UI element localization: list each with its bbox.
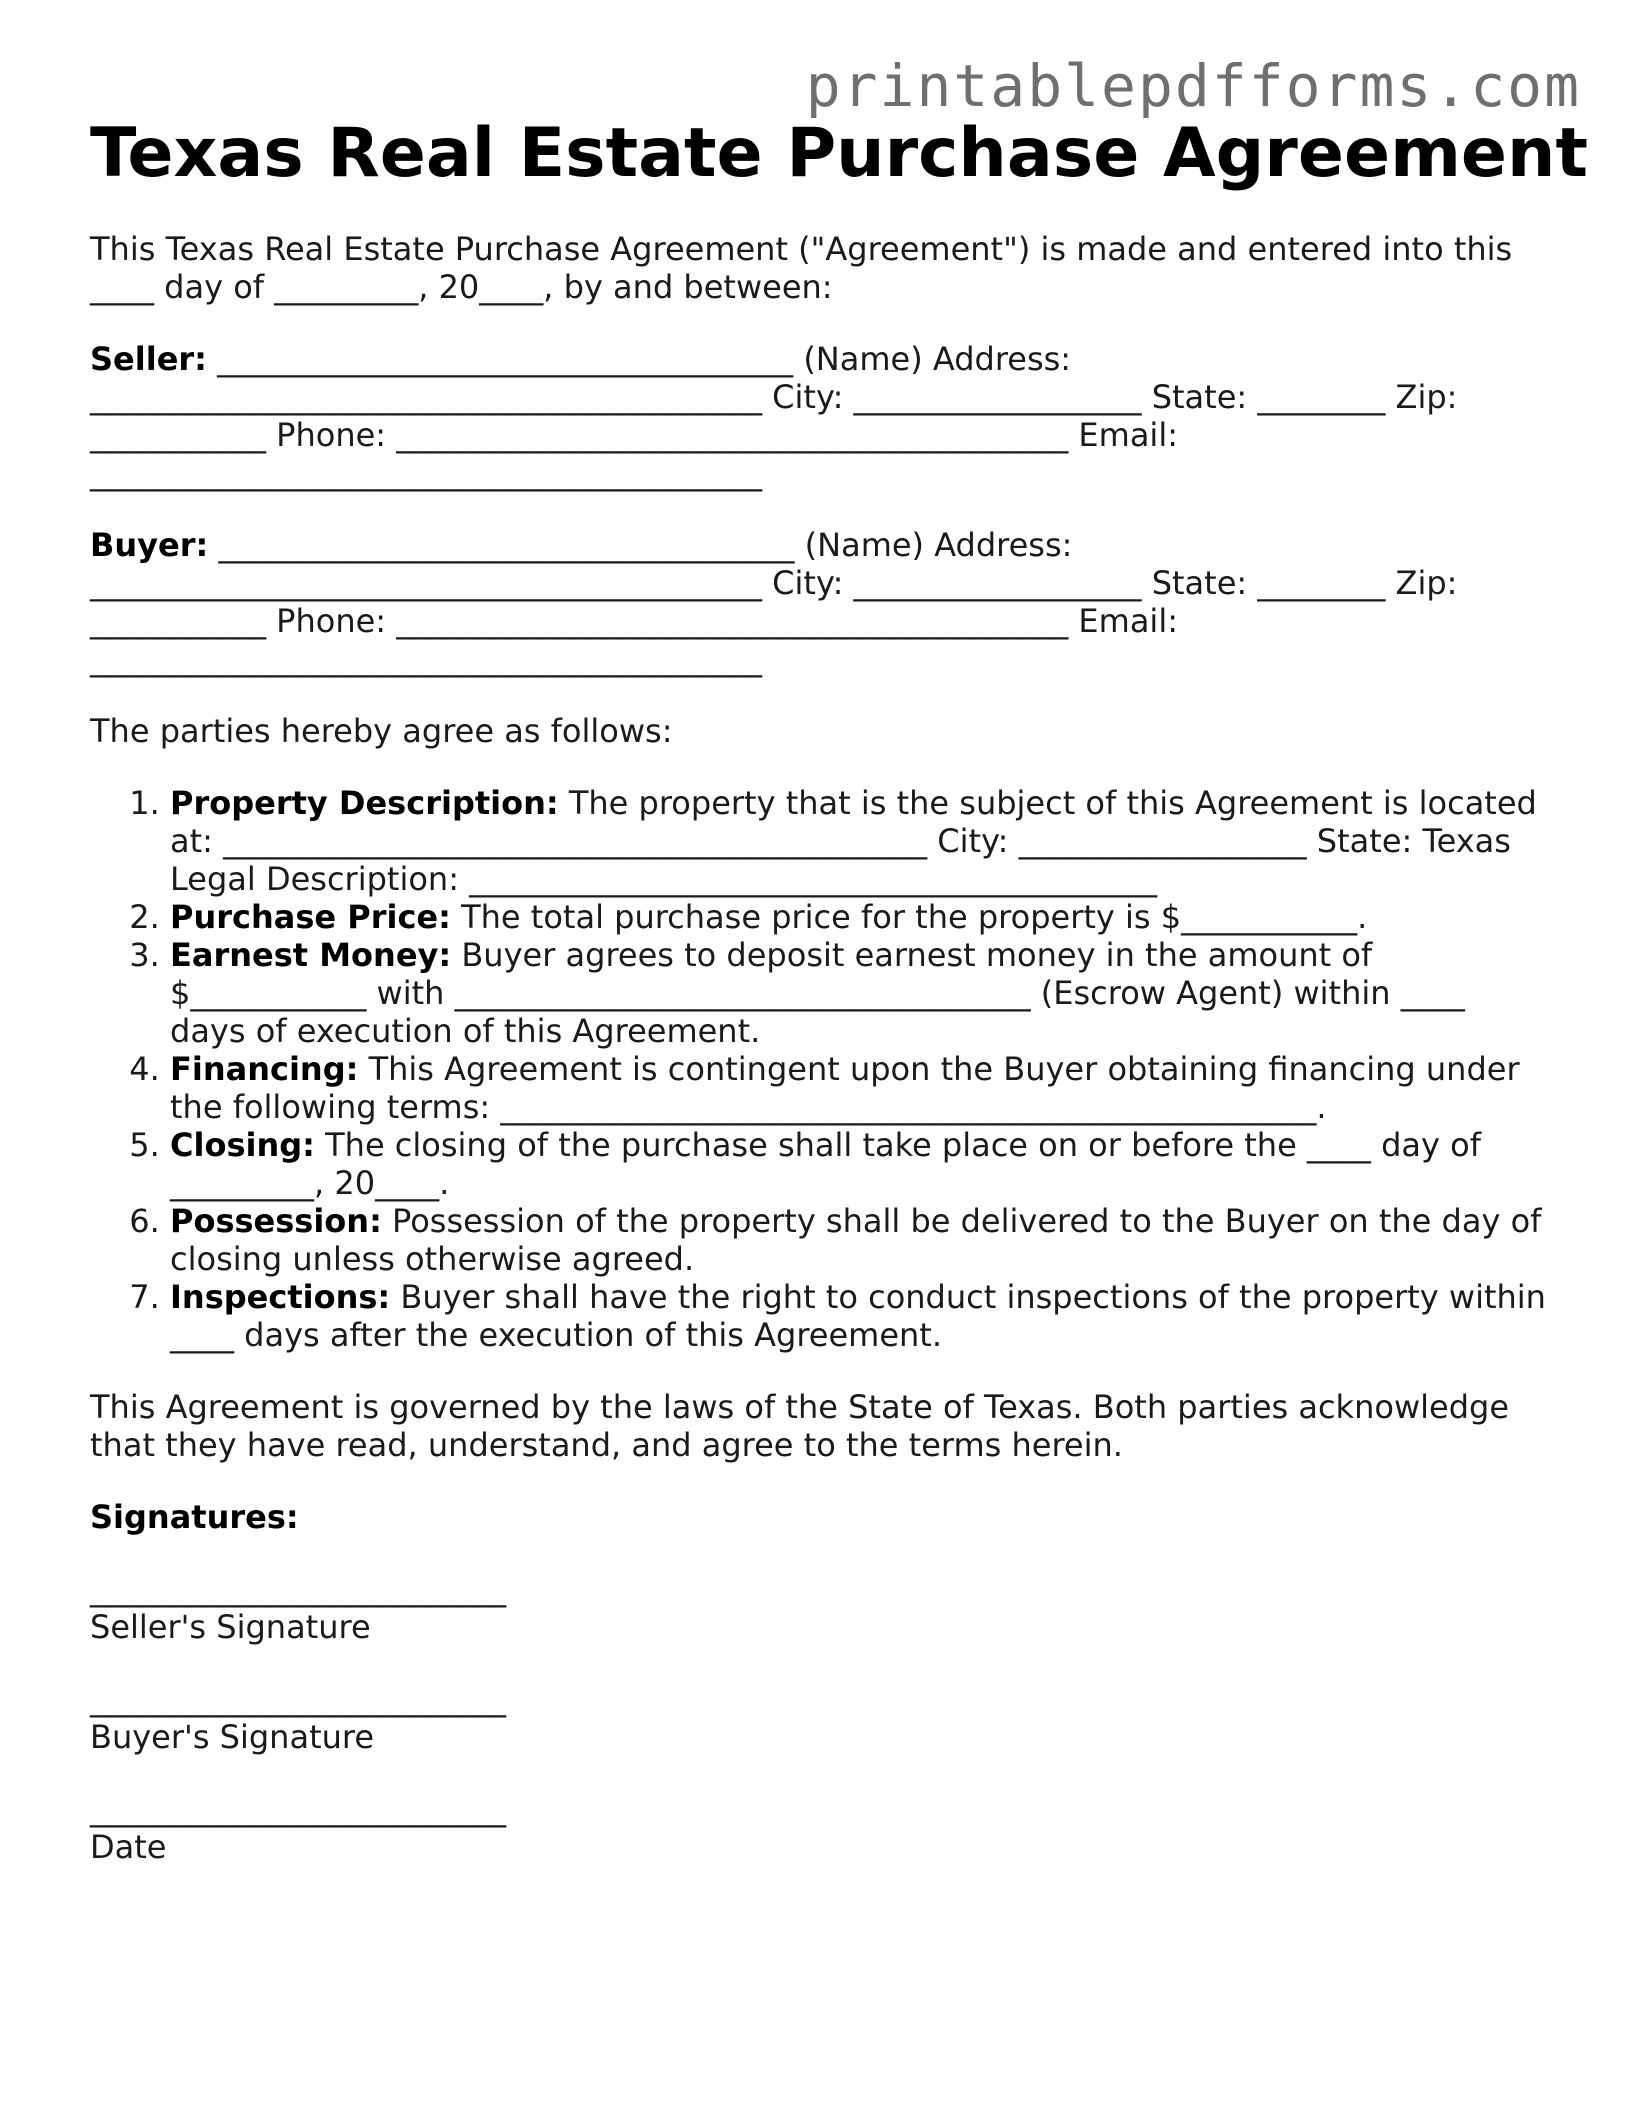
term-label: Financing: — [170, 1050, 359, 1088]
governing-law-paragraph: This Agreement is governed by the laws of the State of Texas. Both parties acknowledge that they have read, understand, and agree to the terms herein. — [90, 1388, 1509, 1464]
signature-line: __________________________ — [90, 1680, 506, 1718]
intro-paragraph: This Texas Real Estate Purchase Agreement ("Agreement") is made and entered into this ____ day of _________, 20____, by and between: — [90, 230, 1513, 306]
term-financing — [170, 1050, 1550, 1126]
terms-list — [90, 784, 1550, 1354]
term-text: The property that is the subject of this Agreement is located at: ____________________________________________ City: __________________ State: Texas Legal Description: ___________________________________________ — [170, 784, 1537, 898]
term-inspections — [170, 1278, 1550, 1354]
term-text: This Agreement is contingent upon the Buyer obtaining financing under the following terms: ___________________________________________________. — [170, 1050, 1520, 1126]
signature-line: __________________________ — [90, 1790, 506, 1828]
signature-line: __________________________ — [90, 1570, 506, 1608]
seller-block — [90, 340, 1550, 492]
signature-buyer — [90, 1680, 1550, 1756]
term-text: Buyer agrees to deposit earnest money in the amount of $___________ with ____________________________________ (Escrow Agent) within ____ days of execution of this Agreement. — [170, 936, 1465, 1050]
document-page — [90, 112, 1588, 1866]
signatures-heading — [90, 1498, 1550, 1536]
term-purchase-price — [170, 898, 1550, 936]
term-text: Possession of the property shall be delivered to the Buyer on the day of closing unless otherwise agreed. — [170, 1202, 1542, 1278]
signature-label: Seller's Signature — [90, 1608, 371, 1646]
seller-fields: ____________________________________ (Name) Address: __________________________________________ City: __________________ State: ________ Zip: ___________ Phone: __________________________________________ Email: __________________________________________ — [90, 340, 1458, 492]
term-text: The total purchase price for the property is $___________. — [450, 898, 1368, 936]
buyer-block — [90, 526, 1550, 678]
buyer-label: Buyer: — [90, 526, 209, 564]
signatures-heading-label: Signatures: — [90, 1498, 299, 1536]
signature-label: Date — [90, 1828, 167, 1866]
term-label: Closing: — [170, 1126, 315, 1164]
term-earnest-money — [170, 936, 1550, 1050]
term-property-description — [170, 784, 1550, 898]
buyer-fields: ____________________________________ (Name) Address: __________________________________________ City: __________________ State: ________ Zip: ___________ Phone: __________________________________________ Email: __________________________________________ — [90, 526, 1458, 678]
watermark: printablepdfforms.com — [805, 52, 1581, 120]
term-closing — [170, 1126, 1550, 1202]
signature-seller — [90, 1570, 1550, 1646]
agree-intro: The parties hereby agree as follows: — [90, 712, 673, 750]
term-text: The closing of the purchase shall take place on or before the ____ day of _________, 20____. — [170, 1126, 1481, 1202]
term-label: Inspections: — [170, 1278, 391, 1316]
term-label: Property Description: — [170, 784, 559, 822]
term-text: Buyer shall have the right to conduct inspections of the property within ____ days after the execution of this Agreement. — [170, 1278, 1546, 1354]
term-label: Purchase Price: — [170, 898, 451, 936]
term-possession — [170, 1202, 1550, 1278]
document-title: Texas Real Estate Purchase Agreement — [90, 114, 1588, 193]
term-label: Possession: — [170, 1202, 382, 1240]
term-label: Earnest Money: — [170, 936, 452, 974]
seller-label: Seller: — [90, 340, 207, 378]
signature-label: Buyer's Signature — [90, 1718, 375, 1756]
signature-date — [90, 1790, 1550, 1866]
